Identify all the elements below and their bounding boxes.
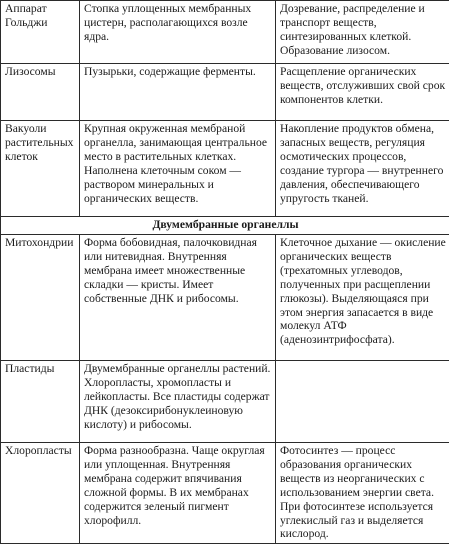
structure-cell: Крупная окруженная мембраной органелла, занимающая центральное место в растительных клетках. Наполнена клеточным соком — раствором минеральных и органических веществ.: [80, 121, 276, 217]
organelle-name-cell: Вакуоли растительных клеток: [1, 121, 80, 217]
function-cell: Расщепление органических веществ, отслуживших свой срок компонентов клетки.: [276, 64, 449, 121]
function-cell: Клеточное дыхание — окисление органических веществ (трехатомных углеводов, полученных при расщеплении глюкозы). Выделяющаяся при этом энергия запасается в виде молекул АТФ (аденозинтрифосфата).: [276, 235, 449, 361]
structure-cell: Стопка уплощенных мембранных цистерн, располагающихся возле ядра.: [80, 1, 276, 64]
organelle-name-cell: Митохондрии: [1, 235, 80, 361]
table-row: [1, 121, 449, 217]
organelle-name-cell: Хлоропласты: [1, 443, 80, 544]
section-header-row: [1, 217, 449, 235]
organelle-name-cell: Пластиды: [1, 361, 80, 443]
table-row: [1, 443, 449, 544]
function-cell: Фотосинтез — процесс образования органических веществ из неорганических с использованием энергии света. При фотосинтезе используется углекислый газ и выделяется кислород.: [276, 443, 449, 544]
structure-cell: Форма разнообразна. Чаще округлая или уплощенная. Внутренняя мембрана содержит впячивания сложной формы. В их мембранах содержится зеленый пигмент хлорофилл.: [80, 443, 276, 544]
table-row: [1, 1, 449, 64]
structure-cell: Двумембранные органеллы растений. Хлоропласты, хромопласты и лейкопласты. Все пластиды содержат ДНК (дезоксирибонуклеиновую кислоту) и рибосомы.: [80, 361, 276, 443]
function-cell: Накопление продуктов обмена, запасных веществ, регуляция осмотических процессов, создание тургора — внутреннего давления, обеспечивающего упругость тканей.: [276, 121, 449, 217]
function-cell: Дозревание, распределение и транспорт веществ, синтезированных клеткой. Образование лизосом.: [276, 1, 449, 64]
section-title: Двумембранные органеллы: [1, 217, 449, 235]
structure-cell: Форма бобовидная, палочковидная или нитевидная. Внутренняя мембрана имеет множественные складки — кристы. Имеет собственные ДНК и рибосомы.: [80, 235, 276, 361]
function-cell: [276, 361, 449, 443]
table-row: [1, 235, 449, 361]
structure-cell: Пузырьки, содержащие ферменты.: [80, 64, 276, 121]
organelle-name-cell: Лизосомы: [1, 64, 80, 121]
table-row: [1, 64, 449, 121]
organelle-name-cell: Аппарат Гольджи: [1, 1, 80, 64]
table-row: [1, 361, 449, 443]
